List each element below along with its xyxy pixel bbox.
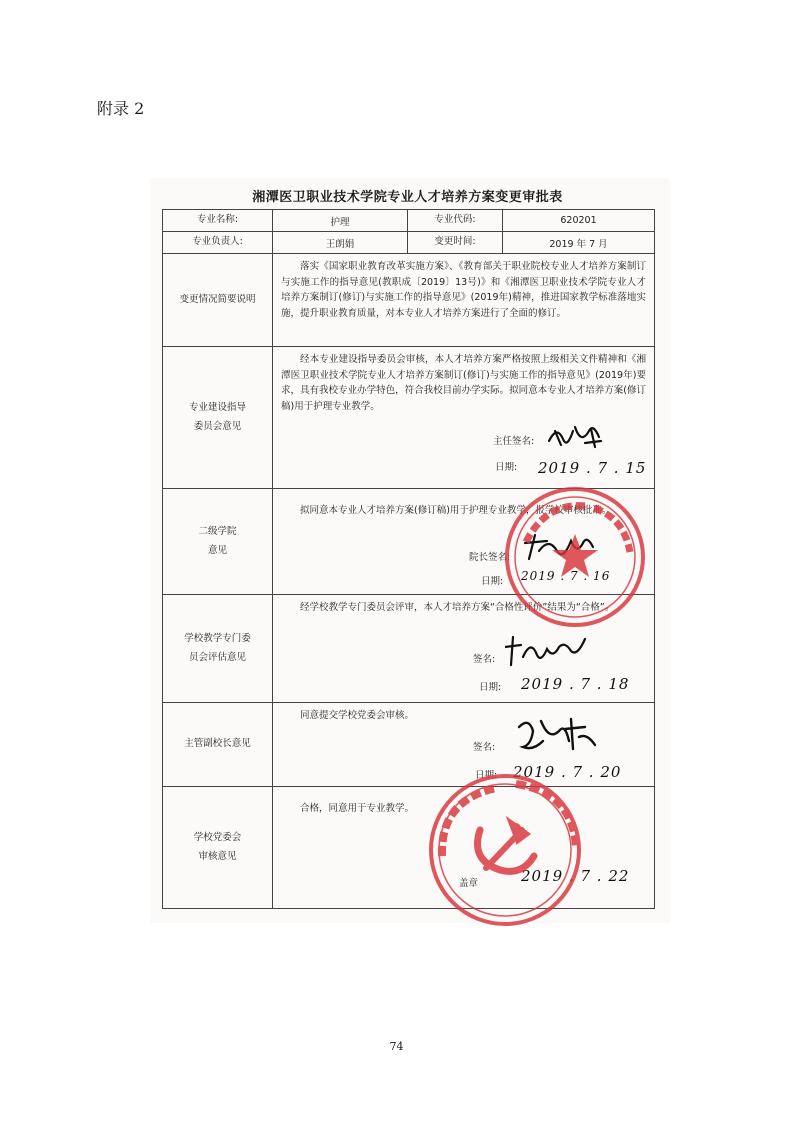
vice-president-date-handwritten: 2019 . 7 . 20: [513, 763, 622, 781]
vice-president-text: 同意提交学校党委会审核。: [300, 710, 415, 721]
party-label: [163, 787, 273, 909]
summary-label: 变更情况简要说明: [163, 254, 273, 347]
committee-label-line2: 委员会意见: [193, 420, 242, 432]
college-date-handwritten: 2019 . 7 . 16: [521, 569, 611, 583]
party-seal-stamp: [420, 770, 590, 930]
major-name-value: 护理: [273, 210, 408, 232]
college-seal-stamp: [500, 482, 650, 632]
committee-text: 经本专业建设指导委员会审核，本人才培养方案严格按照上级相关文件精神和《湘潭医卫职业技术学院专业人才培养方案制订(修订)与实施工作的指导意见》(2019年)要求，具有我校专业办学特色，符合我校目前办学实际。拟同意本专业人才培养方案(修订稿)用于护理专业教学。: [281, 354, 646, 413]
school-committee-label: [163, 595, 273, 703]
college-label: [163, 489, 273, 595]
major-code-value: 620201: [503, 210, 655, 232]
college-label-line2: 意见: [207, 544, 227, 556]
summary-row: [163, 254, 655, 347]
major-row: [163, 210, 655, 232]
committee-signer-label: 主任签名:: [493, 436, 535, 447]
school-committee-date-handwritten: 2019 . 7 . 18: [521, 675, 630, 693]
form-title: 湘潭医卫职业技术学院专业人才培养方案变更审批表: [252, 190, 563, 205]
college-label-line1: 二级学院: [198, 526, 237, 538]
party-date-handwritten: 2019 . 7 . 22: [521, 867, 630, 885]
college-signer-label: 院长签名:: [469, 552, 511, 563]
page-number: 74: [389, 1040, 404, 1053]
committee-label-line1: 专业建设指导: [188, 402, 246, 414]
committee-date-handwritten: 2019 . 7 . 15: [538, 459, 647, 477]
school-committee-date-label: 日期:: [479, 682, 502, 693]
party-label-line2: 审核意见: [198, 850, 237, 862]
leader-row: [163, 232, 655, 254]
committee-signature: [545, 419, 615, 453]
vice-president-signature: [513, 713, 609, 757]
leader-value: 王朗娟: [273, 232, 408, 254]
school-committee-label-line1: 学校教学专门委: [184, 633, 251, 645]
school-committee-label-line2: 员会评估意见: [188, 651, 246, 663]
major-name-label: 专业名称:: [163, 210, 273, 232]
committee-label: [163, 347, 273, 489]
appendix-label: 附录 2: [97, 99, 145, 118]
summary-text: 落实《国家职业教育改革实施方案》、《教育部关于职业院校专业人才培养方案制订与实施工作的指导意见(教职成〔2019〕13号)》和《湘潭医卫职业技术学院专业人才培养方案制订(修订)与实施工作的指导意见》(2019年)精神，推进国家教学标准落地实施，提升职业教育质量，对本专业人才培养方案进行了全面的修订。: [281, 261, 646, 320]
change-time-value: 2019 年 7 月: [503, 232, 655, 254]
college-text: 拟同意本专业人才培养方案(修订稿)用于护理专业教学，报学校审核批准。: [300, 505, 612, 516]
vice-president-date-label: 日期:: [475, 770, 498, 781]
major-code-label: 专业代码:: [408, 210, 503, 232]
committee-row: [163, 347, 655, 489]
leader-label: 专业负责人:: [163, 232, 273, 254]
vice-president-signer-label: 签名:: [473, 742, 496, 753]
committee-date-label: 日期:: [495, 462, 518, 473]
party-label-line1: 学校党委会: [193, 832, 242, 844]
party-text: 合格，同意用于专业教学。: [300, 803, 415, 814]
party-seal-label: 盖章: [459, 878, 479, 889]
school-committee-signature: [505, 633, 593, 667]
vice-president-label: 主管副校长意见: [163, 703, 273, 787]
school-committee-text: 经学校教学专门委员会评审，本人才培养方案“合格性评价”结果为“合格”。: [300, 602, 615, 613]
college-date-label: 日期:: [481, 576, 504, 587]
change-time-label: 变更时间:: [408, 232, 503, 254]
school-committee-signer-label: 签名:: [473, 654, 496, 665]
